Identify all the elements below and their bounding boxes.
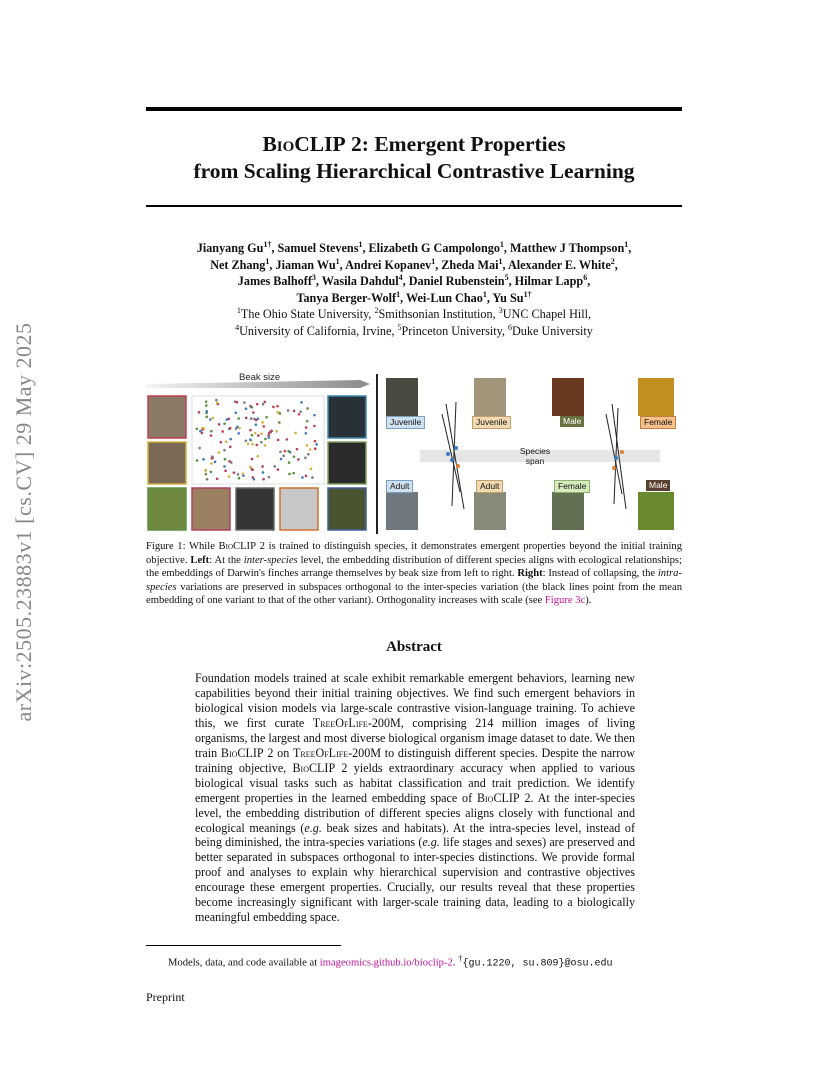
author-name: Samuel Stevens$^1$ — [277, 239, 363, 255]
title-rule-bottom — [146, 205, 682, 207]
author-name: Jiaman Wu$^1$ — [275, 256, 340, 272]
figure-1 — [146, 370, 682, 536]
affiliations-line1: $^1$The Ohio State University, $^2$Smithsonian Institution, $^3$UNC Chapel Hill, — [236, 306, 592, 322]
author-name: Andrei Kopanev$^1$ — [345, 256, 436, 272]
figure-3c-link[interactable]: Figure 3c — [544, 595, 586, 606]
author-name: Alexander E. White$^2$ — [507, 256, 615, 272]
author-name: Daniel Rubenstein$^5$ — [408, 273, 509, 289]
footnote: Models, data, and code available at imageomics.github.io/bioclip-2. †{gu.1220, su.809}@osu.edu — [168, 953, 613, 970]
title-bioclip: BioCLIP — [262, 132, 346, 156]
abstract-heading: Abstract — [386, 639, 442, 655]
tag-male-2: Male — [646, 480, 670, 491]
author-name: Hilmar Lapp$^6$ — [514, 273, 588, 289]
author-name: Net Zhang$^1$ — [210, 256, 270, 272]
affiliations-line2: $^4$University of California, Irvine, $^5$Princeton University, $^6$Duke University — [235, 322, 593, 338]
inter-species-panel — [146, 370, 370, 534]
author-name: Tanya Berger-Wolf$^1$ — [296, 289, 401, 305]
embedding-plot — [192, 396, 324, 484]
paper-title — [146, 131, 682, 185]
author-name: Wasila Dahdul$^4$ — [321, 273, 403, 289]
tag-adult-1: Adult — [386, 480, 413, 493]
author-name: Zheda Mai$^1$ — [441, 256, 503, 272]
abstract-text: Foundation models trained at scale exhibit remarkable emergent behaviors, learning new capabilities beyond their initial training objectives. We find such emergent behaviors in biological vision models via large-scale contrastive vision-language training. To achieve this, we first curate TreeOfLife-200M, comprising 214 million images of living organisms, the largest and most diverse biological organism image dataset to date. We then train BioCLIP 2 on TreeOfLife-200M to distinguish different species. Despite the narrow training objective, BioCLIP 2 yields extraordinary accuracy when applied to various biological visual tasks such as habitat classification and trait prediction. We identify emergent properties in the learned embedding space of BioCLIP 2. At the inter-species level, the embedding distribution of different species aligns closely with functional and ecological meanings (e.g. beak sizes and habitats). At the intra-species level, instead of being diminished, the intra-species variations (e.g. life stages and sexes) are preserved and better separated in subspaces orthogonal to inter-species distinctions. We provide formal proof and analyses to explain why hierarchical supervision and contrastive objectives encourage these emergent properties. Crucially, our results reveal that these properties become increasingly significant with larger-scale training data, leading to a biologically meaningful embedding space. — [195, 671, 636, 925]
tag-female-1: Female — [640, 416, 676, 429]
project-link[interactable]: imageomics.github.io/bioclip-2 — [319, 957, 453, 969]
author-name: James Balhoff$^3$ — [237, 273, 316, 289]
figure-divider — [376, 374, 378, 534]
author-name: Jianyang $Gu^{1\dagger}$ — [196, 239, 272, 255]
species-span-label: Species span — [519, 446, 551, 466]
footnote-rule — [146, 945, 341, 946]
title-rule-top — [146, 107, 682, 111]
title-line2: from Scaling Hierarchical Contrastive Learning — [193, 159, 635, 183]
tag-female-2: Female — [554, 480, 590, 493]
tag-juvenile-1: Juvenile — [386, 416, 425, 429]
beak-size-label: Beak size — [239, 372, 281, 383]
author-block — [140, 240, 688, 340]
author-name: Matthew J Thompson$^1$ — [510, 239, 629, 255]
preprint-label: Preprint — [146, 990, 185, 1004]
contact-emails: {gu.1220, su.809}@osu.edu — [462, 958, 613, 970]
tag-adult-2: Adult — [476, 480, 503, 493]
tag-male-1: Male — [560, 416, 584, 427]
author-names: Jianyang $Gu^{1\dagger}$, Samuel Stevens$^1$, Elizabeth G Campolongo$^1$, Matthew J Thompson$^1$, Net Zhang$^1$, Jiaman Wu$^1$, Andrei Kopanev$^1$, Zheda Mai$^1$, Alexander E. White$^2$, James Balhoff$^3$, Wasila Dahdul$^4$, Daniel Rubenstein$^5$, Hilmar Lapp$^6$, Tanya Berger-Wolf$^1$, Wei-Lun Chao$^1$, Yu $Su^{1\dagger}$ — [196, 239, 632, 305]
author-name: Elizabeth G Campolongo$^1$ — [368, 239, 504, 255]
tag-juvenile-2: Juvenile — [472, 416, 511, 429]
figure-caption: Figure 1: While BioCLIP 2 is trained to distinguish species, it demonstrates emergent properties beyond the initial training objective. Left: At the inter-species level, the embedding distribution of different species aligns with ecological relationships; the embeddings of Darwin's finches arrange themselves by beak size from left to right. Right: Instead of collapsing, the intra-species variations are preserved in subspaces orthogonal to the inter-species variation (the black lines point from the mean embedding of one variant to that of the other variant). Orthogonality increases with scale (see Figure 3c). — [146, 541, 682, 606]
arxiv-stamp: arXiv:2505.23883v1 [cs.CV] 29 May 2025 — [11, 322, 36, 722]
title-line1-rest: 2: Emergent Properties — [345, 132, 566, 156]
author-name: Wei-Lun Chao$^1$ — [405, 289, 487, 305]
author-name: Yu $Su^{1\dagger}$ — [492, 289, 532, 305]
